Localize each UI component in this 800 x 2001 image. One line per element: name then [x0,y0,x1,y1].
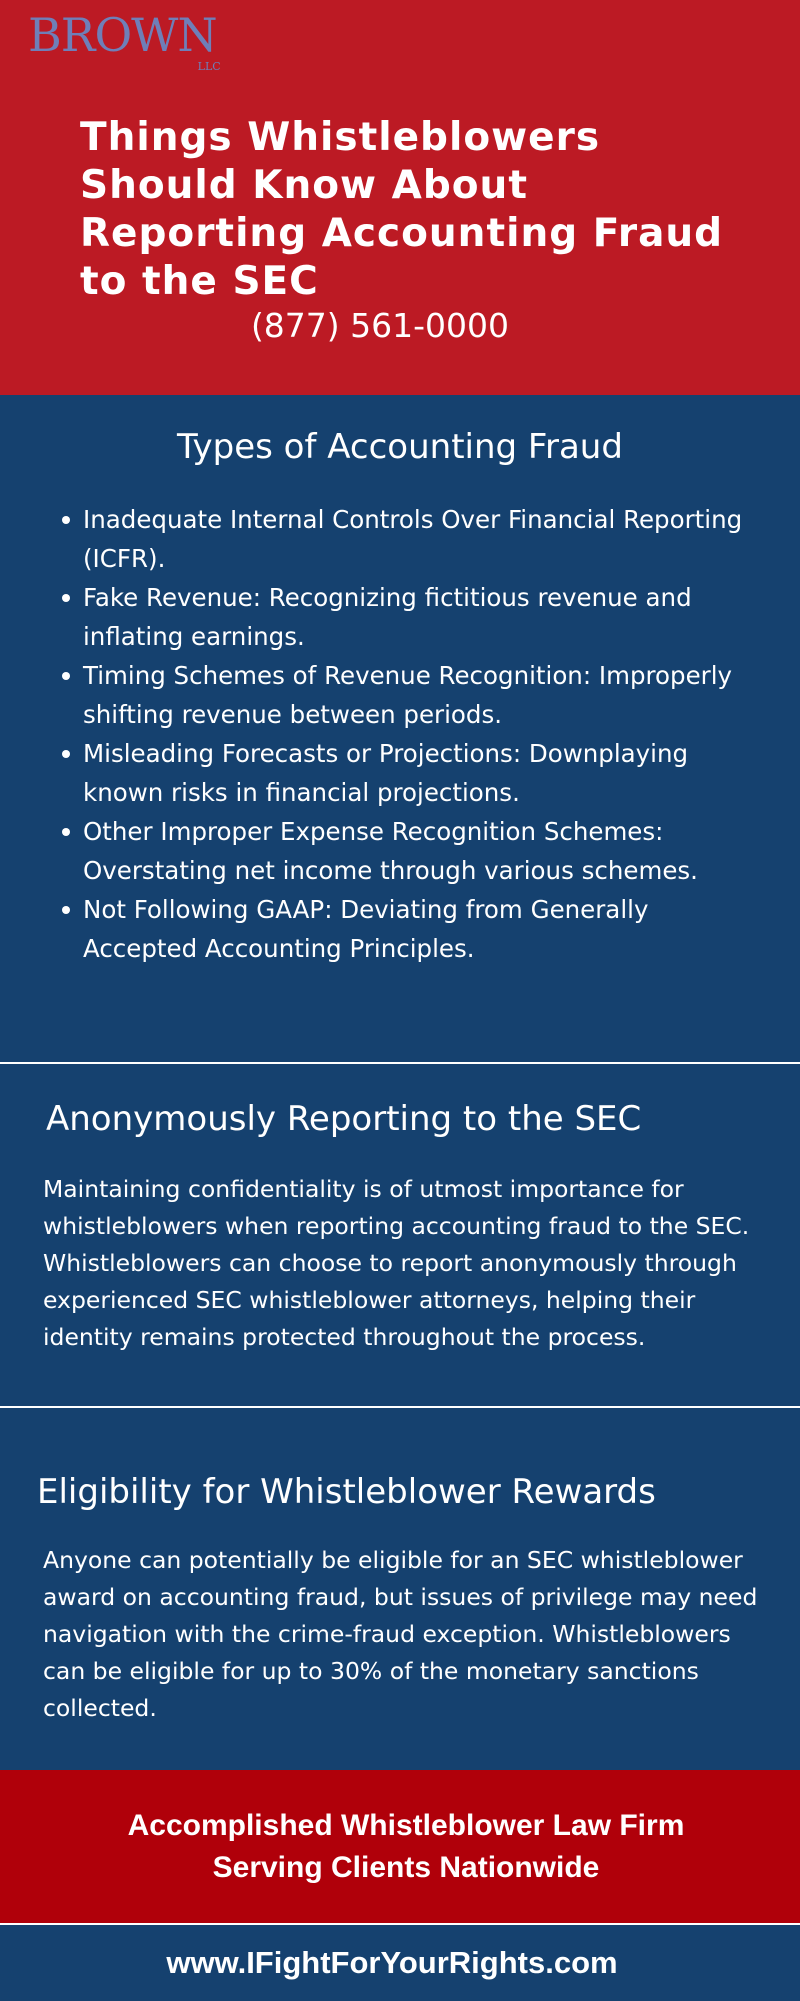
eligibility-section-text: Anyone can potentially be eligible for an SEC whistleblower award on accounting fraud, but issues of privilege may need navigation with the crime-fraud exception. Whistleblowers can be eligible for up to 30% of the monetary sanctions collected. [43,1546,758,1722]
page-title: Things Whistleblowers Should Know About Reporting Accounting Fraud to the SEC [80,115,724,304]
banner-text: Accomplished Whistleblower Law Firm Serving Clients Nationwide [127,1808,685,1884]
list-item: Misleading Forecasts or Projections: Downplaying known risks in financial projections. [83,734,763,812]
footer [0,1925,800,2001]
eligibility-section [0,1408,800,1770]
phone-number-link[interactable]: (877) 561-0000 [250,306,510,345]
firm-banner [0,1770,800,1923]
types-section-title: Types of Accounting Fraud [177,427,623,467]
anonymous-section-text: Maintaining confidentiality is of utmost importance for whistleblowers when reporting accounting fraud to the SEC. Whistleblowers can choose to report anonymously through experienced SEC whistleblower attorneys, helping their identity remains protected throughout the process. [43,1175,750,1351]
logo-text: BROWN [28,8,217,62]
eligibility-section-title: Eligibility for Whistleblower Rewards [37,1472,656,1512]
list-item: Inadequate Internal Controls Over Financial Reporting (ICFR). [83,500,763,578]
brown-llc-logo[interactable] [28,8,221,73]
list-item: Other Improper Expense Recognition Schemes: Overstating net income through various schemes. [83,812,763,890]
types-of-fraud-section [0,395,800,1062]
anonymous-reporting-section [0,1064,800,1406]
anonymous-section-title: Anonymously Reporting to the SEC [46,1099,642,1139]
list-item: Timing Schemes of Revenue Recognition: Improperly shifting revenue between periods. [83,656,763,734]
header [0,0,800,395]
website-link[interactable]: www.IFightForYourRights.com [166,1945,618,1980]
list-item: Not Following GAAP: Deviating from Generally Accepted Accounting Principles. [83,890,763,968]
logo-suffix: LLC [197,60,221,73]
list-item: Fake Revenue: Recognizing fictitious revenue and inflating earnings. [83,578,763,656]
fraud-types-list [83,500,763,968]
